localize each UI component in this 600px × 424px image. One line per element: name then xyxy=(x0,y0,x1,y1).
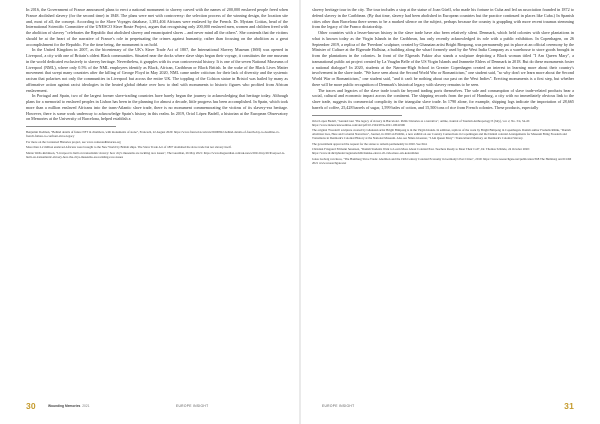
left-text-column xyxy=(26,7,288,160)
running-title xyxy=(48,404,90,408)
footnote: Benjamin Dodman, "Behind details of future NFT in chambers, with monuments of stone", France24, 22 August 2020: https://www.france24.com/en/20200822-behind-details-of-fourth-day-to-deadline-vs-french-failure-to-confront-slave-legacy xyxy=(26,130,280,138)
body-paragraph: Other countries with a lesser-known history in the slave trade have also been relatively silent. Denmark, which held colonies with slave plantations in what is known today as the Virgin Islands in the Caribbean, has only recently acknowledged its role with a public exhibition. In Copenhagen, on 26 September 2019, a replica of the 'Freedom' sculpture, created by Ghanaian artist Bright Bimpong, was permanently put in place at an official ceremony by the Minister of Culture at the Elgreade Hallstaa, a building along the wharf formerly used by the West India Company as a warehouse to store goods brought in from the plantations in the colonies. In front of the Elgreads Faktor also stands a sculpture depicting a Black woman titled "I Am Queen Mary", a transnational public art project created by La Vaughn Belle of the US Virgin Islands and Jeannette Ehlers of Denmark in 2018. But do these monuments foster a national dialogue? In 2020, students at the Nørrum-High School in Greater Copenhagen created an interest in learning more about their country's involvement in the slave trade. "We have seen about the Second World War or Romanticism," one student said, "so why don't we learn more about the Second World War or Romanticism," one student said, "and it can't be nothing about our past on the West Indies". Erecting monuments is a first step, but whether there will be more public recognition of Denmark's historical legacy with slavery remains to be seen. xyxy=(312,30,574,87)
right-page xyxy=(300,0,600,424)
book-title: Wounding Memories xyxy=(48,404,81,408)
body-paragraph: In Portugal and Spain, two of the largest former slave-trading countries have barely begun the journey to acknowledging that heritage today. Although plans for a memorial to enslaved peoples in Lisbon has been in the planning for almost a decade, little progress has been accomplished. In Spain, which took more than a million enslaved Africans into the trans-Atlantic slave trade, there is no monument commemorating the victims of its slavery-era heritage. However, there is some work underway to acknowledge Spain's history in this realm. In 2019, Oriol López Badell, a historian at the European Observatory on Memories at the University of Barcelona, helped establish a xyxy=(26,93,288,122)
right-text-column xyxy=(312,7,574,166)
chapter-label: EUROPE INSIGHT xyxy=(322,404,355,408)
left-footer xyxy=(26,401,288,413)
footnote-divider xyxy=(312,115,402,116)
footnote: Oriol López Badell, "Ganded tour 'The legacy of slavery in Barcelona'. Public histories as a narrative", online, Journal of Tourism Anthropology 8 (July), vol. 2, No. 3/4, 34-45: https://www.inderscienceonline.com/doi/pdf/10.1504/IJTA.2021.10041996 xyxy=(312,118,530,127)
body-paragraph: The traces and legacies of the slave trade touch far beyond trading ports themselves. The sale and consumption of slave trade-related products bear a social, cultural and economic impact across the continent. The shipping records from the port of Hamburg, a city with no immediately obvious link to the slave trade, suggests its commercial complicity in the triangular slave trade. In 1790 alone, for example, shipping logs indicate the importation of 28,665 barrels of coffee, 25,428 barrels of sugar, 1,599 bales of cotton, and 15,500 tons of rice from French colonies. These products, especially xyxy=(312,87,574,110)
chapter-label: EUROPE INSIGHT xyxy=(176,404,209,408)
footnote: Jonas Ludwig von Rosa, "The Hamburg Slave Trade: Abolition and the 19th Century Colonial Economy in Germany's Port Cities", 2019: https://www.researchgate.net/publication/368 The Hamburg and ICOM 2021 www.researchgate.net xyxy=(312,156,572,165)
body-paragraph: slavery heritage tour in the city. The tour includes a stop at the statue of Joan Güell, who made his fortune in Cuba and led an association founded in 1872 to defend slavery in the Caribbean. (By that time, slavery had been abolished in European countries but the practice continued in places like Cuba.) In Spanish cities other than Barcelona there seems to be a marked silence on the subject, perhaps because the country is grappling with more recent traumas stemming from the legacy of the Franco dictatorship. xyxy=(312,7,574,30)
footnote: Maxie Wells-Robinson, "Liverpool is built on transatlantic slavery: how city's museums are tackling race issues", The Guardian, 26 May 2021: https://www.theguardian.com/uk-news/2021/may/26/liverpool-is-built-on-transatlantic-slavery-how-the-citys-museums-are-tackling-race-issues xyxy=(26,150,285,159)
footnote-divider xyxy=(26,126,116,127)
body-paragraph: In the United Kingdom in 2007, as the bicentenary of the UK's Slave Trade Act of 1807, the International Slavery Museum (ISM) was opened in Liverpool, a city with one of Britain's oldest Black communities. Situated near the docks where slave ships began their voyage, it constitutes the one museum in the world dedicated exclusively to slavery heritage. Nevertheless, it grapples with its own controversial history. It is one of the seven National Museums of Liverpool (NML), where only 0.5% of the NML employees identify as Black, African, Caribbean or Black British. In the wake of the Black Lives Matter movement that swept many countries after the killing of George Floyd in May 2020, NML came under criticism for their lack of diversity and the systemic racism that polarises not only the communities in Liverpool but across the entire UK. The toppling of the Colston statue in Bristol was hailed by many as affirmative action against racist ideologies in the heated global debate over how to deal with monuments to historic figures who profited from African enslavement. xyxy=(26,47,288,93)
body-paragraph: In 2016, the Government of France announced plans to erect a national monument to slavery carved with the names of 200,000 enslaved people freed when France abolished slavery (for the second time) in 1848. The plans were met with controversy: the selection process of the winning design, the location site and, most of all, the concept. According to the Slave Voyages database, 1,381,404 Africans were enslaved by the French. Dr. Myriam Cottias, head of the International Scientific Committee of the UNESCO Slave Route Project, argues that recognising only 200,000 enslaved men, women and children freed with the abolition of slavery "celebrates the Republic that abolished slavery and emancipated slaves – and never mind all the others". She contends that the victims should be at the heart of the narrative of France's role in perpetuating the crimes against humanity, rather than focusing on the abolition as a great accomplishment for the Republic. For the time being, the monument is on hold. xyxy=(26,7,288,47)
footnote: More than 2.2 million enslaved Africans were brought to the New World by British ships. The Slave Trade Act of 1807 abolished the slave trade but not slavery itself. xyxy=(26,145,232,150)
book-year: 2021 xyxy=(82,404,90,408)
page-number: 30 xyxy=(26,401,36,411)
footnote: For more on the Contested Histories project, see www.contestedhistories.org xyxy=(26,139,121,144)
page-number: 31 xyxy=(564,401,574,411)
right-footer xyxy=(312,401,574,413)
footnote: Christian Frisgaard Frimann Sørensen, "Danish Students Want to Learn More About Colonial Past. Teachers Ready to Meet Their Call", Dr. Thomas Schmöe, 24 October 2020: https://www.dr.dk/nyheder/regionale/kbh/danske-elever-vil-vide-mere-om-kolonitiden xyxy=(312,147,530,156)
footnote: The government approved the request for the statue to remain permanently in 2020. See Ibid. xyxy=(312,141,428,146)
footnote: The original 'Freedom' sculpture created by Ghanaian artist Bright Bimpong is in the Virgin Islands. In addition, replicas of the work by Bright Bimpong in Copenhagen. Danish author Frederik Rhink, "Danish Abolition Lies, Here and Colonial Narratives", Journal, in 2020 an Exhibit, a new exhibit on our Country Connections in Copenhagen and the Danish colonial Arrangements for Museum Bring Freedom and Transitions in Denmark's Colonial History at the National Museum. Also see Ninna Glaesner, "I Am Queen Mary": Transcultural Memory on Denmark's Colonial Slavery. xyxy=(312,128,571,141)
